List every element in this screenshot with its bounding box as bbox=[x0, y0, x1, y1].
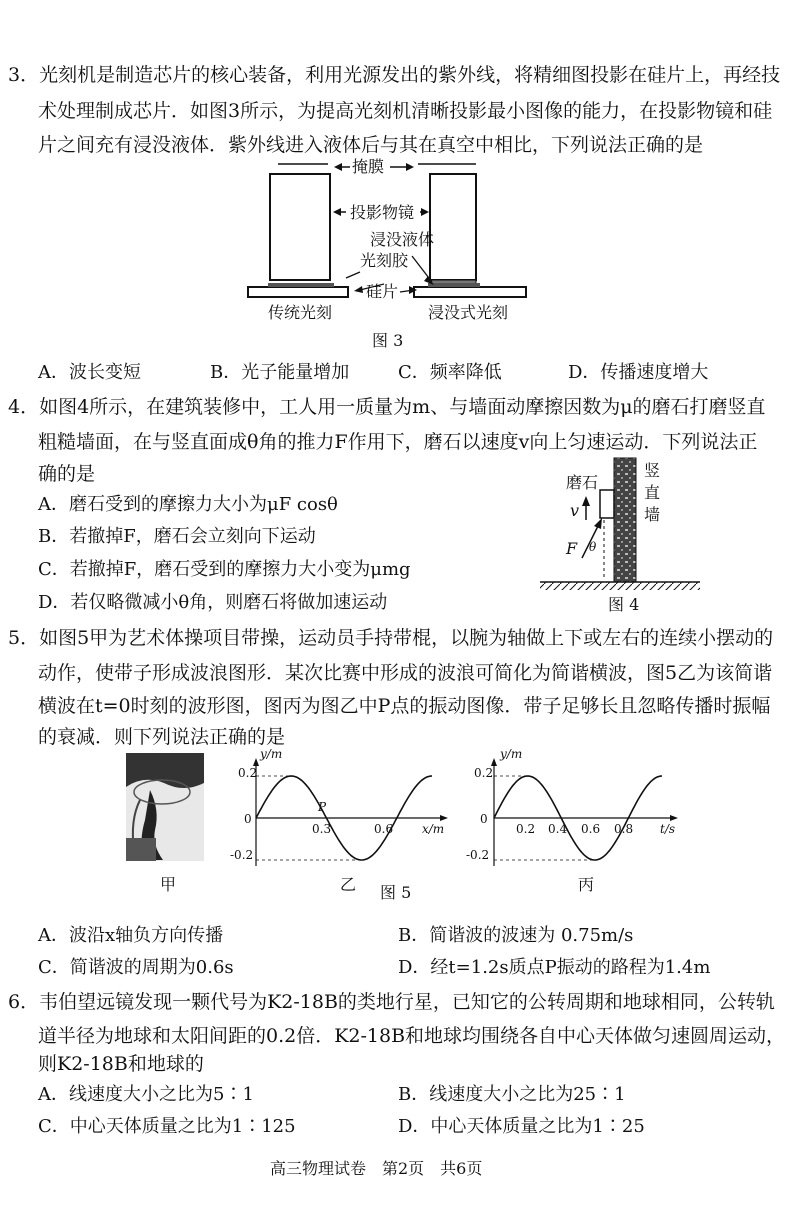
q5-text-line-2: 动作，使带子形成波浪图形．某次比赛中形成的波浪可简化为简谐横波，图5乙为该简谐 bbox=[38, 662, 773, 684]
q6-option-a: A．线速度大小之比为5∶1 bbox=[38, 1084, 254, 1105]
bing-y-tick-bottom: -0.2 bbox=[466, 848, 490, 862]
figure-3-caption: 图 3 bbox=[372, 331, 404, 350]
immersion-liquid-label: 浸没液体 bbox=[370, 230, 435, 249]
yi-point-p-label: P bbox=[318, 800, 327, 814]
yi-x-axis-label: x/m bbox=[422, 822, 445, 836]
bing-x-tick-0-4: 0.4 bbox=[548, 822, 568, 836]
yi-x-tick-0-3: 0.3 bbox=[312, 822, 332, 836]
yi-y-axis-label: y/m bbox=[260, 747, 283, 761]
grinding-stone-label: 磨石 bbox=[566, 473, 599, 492]
q5-option-c: C．简谐波的周期为0.6s bbox=[38, 957, 234, 978]
q5-option-b: B．简谐波的波速为 0.75m/s bbox=[398, 925, 634, 946]
q6-text-line-3: 则K2-18B和地球的 bbox=[38, 1053, 204, 1075]
projection-lens-label: 投影物镜 bbox=[350, 203, 415, 222]
q3-text-line-3: 片之间充有浸没液体．紫外线进入液体后与其在真空中相比，下列说法正确的是 bbox=[38, 134, 704, 156]
q3-option-a: A．波长变短 bbox=[38, 362, 141, 383]
q3-option-b: B．光子能量增加 bbox=[210, 362, 350, 383]
yi-x-tick-0-6: 0.6 bbox=[374, 822, 394, 836]
q4-text-line-2: 粗糙墙面，在与竖直面成θ角的推力F作用下，磨石以速度v向上匀速运动．下列说法正 bbox=[38, 431, 758, 453]
q5-option-d: D．经t=1.2s质点P振动的路程为1.4m bbox=[398, 957, 711, 978]
q4-text-line-3: 确的是 bbox=[38, 463, 96, 485]
force-label: F bbox=[566, 539, 578, 558]
bing-x-tick-0-8: 0.8 bbox=[614, 822, 634, 836]
traditional-lithography-label: 传统光刻 bbox=[268, 303, 333, 322]
q4-option-d: D．若仅略微减小θ角，则磨石将做加速运动 bbox=[38, 592, 388, 613]
bing-x-tick-0-6: 0.6 bbox=[581, 822, 601, 836]
photoresist-label: 光刻胶 bbox=[360, 251, 409, 270]
bing-y-tick-top: 0.2 bbox=[474, 766, 494, 780]
bing-x-tick-0-2: 0.2 bbox=[516, 822, 536, 836]
q5-text-line-3: 横波在t=0时刻的波形图，图丙为图乙中P点的振动图像．带子足够长且忽略传播时振幅 bbox=[38, 695, 771, 717]
figure-5-caption: 图 5 bbox=[380, 883, 412, 902]
bing-y-axis-label: y/m bbox=[500, 747, 523, 761]
q4-option-c: C．若撤掉F，磨石受到的摩擦力大小变为μmg bbox=[38, 559, 411, 580]
wafer-label: 硅片 bbox=[366, 282, 399, 301]
figure-5-bing-label: 丙 bbox=[578, 875, 595, 894]
q4-option-b: B．若撤掉F，磨石会立刻向下运动 bbox=[38, 526, 316, 547]
velocity-label: v bbox=[570, 501, 580, 520]
q3-option-c: C．频率降低 bbox=[398, 362, 502, 383]
bing-x-axis-label: t/s bbox=[660, 822, 676, 836]
wall-label-2: 直 bbox=[644, 483, 661, 502]
q5-text-line-4: 的衰减．则下列说法正确的是 bbox=[38, 726, 286, 748]
mask-label: 掩膜 bbox=[352, 157, 385, 176]
q6-text-line-2: 道半径为地球和太阳间距的0.2倍．K2-18B和地球均围绕各自中心天体做匀速圆周运动， bbox=[38, 1025, 786, 1047]
q3-text-line-1: 3．光刻机是制造芯片的核心装备，利用光源发出的紫外线，将精细图投影在硅片上，再经技 bbox=[8, 64, 781, 86]
q4-option-a: A．磨石受到的摩擦力大小为μF cosθ bbox=[38, 494, 338, 515]
yi-y-tick-top: 0.2 bbox=[238, 766, 258, 780]
bing-y-tick-zero: 0 bbox=[480, 812, 488, 826]
figure-5-jia-label: 甲 bbox=[160, 875, 177, 894]
theta-label: θ bbox=[589, 540, 597, 554]
q3-text-line-2: 术处理制成芯片．如图3所示，为提高光刻机清晰投影最小图像的能力，在投影物镜和硅 bbox=[38, 100, 773, 122]
bing-y-arrow bbox=[491, 758, 497, 766]
bing-x-arrow bbox=[670, 815, 678, 821]
q5-option-a: A．波沿x轴负方向传播 bbox=[38, 925, 224, 946]
figure-4-caption: 图 4 bbox=[608, 595, 640, 614]
wall-label-3: 墙 bbox=[644, 505, 661, 524]
page-footer: 高三物理试卷 第2页 共6页 bbox=[270, 1159, 483, 1178]
yi-y-tick-bottom: -0.2 bbox=[230, 848, 254, 862]
q3-option-d: D．传播速度增大 bbox=[568, 362, 709, 383]
q6-option-b: B．线速度大小之比为25∶1 bbox=[398, 1084, 626, 1105]
q4-text-line-1: 4．如图4所示，在建筑装修中，工人用一质量为m、与墙面动摩擦因数为μ的磨石打磨竖直 bbox=[8, 396, 766, 418]
yi-y-tick-zero: 0 bbox=[244, 812, 252, 826]
figure-5-yi-label: 乙 bbox=[340, 875, 357, 894]
q6-option-c: C．中心天体质量之比为1∶125 bbox=[38, 1116, 296, 1137]
q5-text-line-1: 5．如图5甲为艺术体操项目带操，运动员手持带棍，以腕为轴做上下或左右的连续小摆动的 bbox=[8, 627, 774, 649]
q6-option-d: D．中心天体质量之比为1∶25 bbox=[398, 1116, 645, 1137]
wall-label-1: 竖 bbox=[644, 461, 661, 480]
immersion-lithography-label: 浸没式光刻 bbox=[428, 303, 509, 322]
q6-text-line-1: 6．韦伯望远镜发现一颗代号为K2-18B的类地行星，已知它的公转周期和地球相同，公转轨 bbox=[8, 991, 775, 1013]
